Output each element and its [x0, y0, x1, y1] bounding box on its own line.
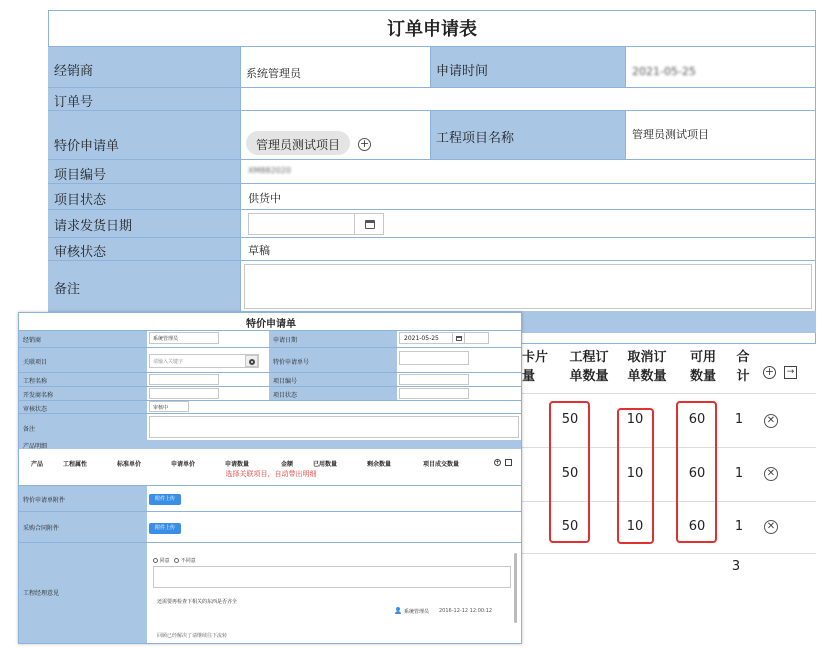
ov-label-remark: 备注 — [23, 426, 36, 433]
header-line: 数量 — [689, 369, 716, 384]
avail-qty-cell: 60 — [688, 412, 706, 427]
product-header: 金额 — [281, 461, 294, 468]
ov-audit-status-input[interactable] — [149, 401, 189, 412]
page-title: 订单申请表 — [387, 19, 477, 40]
row-divider — [48, 110, 816, 111]
label-project-code: 项目编号 — [54, 168, 107, 183]
ov-label-manager-opinion: 工程经理意见 — [23, 590, 60, 597]
opinion-textarea[interactable] — [153, 566, 511, 588]
ov-apply-date-input[interactable] — [399, 332, 489, 344]
disagree-label: 不同意 — [180, 558, 196, 564]
table-header-order-qty — [564, 348, 614, 386]
product-header: 申请单价 — [171, 461, 196, 468]
table-divider — [520, 393, 816, 394]
opinion-radio-group — [153, 557, 196, 564]
calendar-icon — [456, 336, 462, 341]
ov-label-product-detail: 产品明细 — [23, 443, 48, 450]
ov-label-dealer: 经销商 — [23, 337, 42, 344]
row-divider — [48, 260, 816, 261]
project-name-value: 管理员测试项目 — [632, 128, 709, 141]
cancel-qty-cell: 10 — [626, 519, 644, 534]
header-line: 取消订 — [627, 350, 667, 365]
cancel-qty-cell: 10 — [626, 412, 644, 427]
col-divider — [625, 110, 626, 159]
opinion-time: 2016-12-12 12:00:12 — [439, 608, 493, 614]
row-divider — [48, 87, 816, 88]
col-divider — [430, 47, 431, 87]
order-qty-cell: 50 — [561, 412, 579, 427]
label-dealer: 经销商 — [54, 64, 94, 79]
product-header: 已用数量 — [313, 461, 338, 468]
opinion-comment: 还需要再检查下相关的东西是否齐全 — [157, 599, 238, 605]
header-line: 单数量 — [569, 369, 609, 384]
ov-project-name-input[interactable] — [149, 374, 219, 385]
ov-label-related-project: 关联项目 — [23, 359, 48, 366]
header-line: 工程订 — [569, 350, 609, 365]
import-icon[interactable]: → — [784, 366, 797, 379]
header-line: 合 — [736, 350, 750, 365]
cancel-qty-cell: 10 — [626, 466, 644, 481]
ov-import-icon[interactable] — [505, 459, 512, 466]
avail-qty-cell: 60 — [688, 519, 706, 534]
upload-contract-button[interactable]: 附件上传 — [149, 523, 181, 534]
ov-project-search-input[interactable] — [149, 354, 259, 368]
table-header-col-1 — [522, 348, 548, 386]
ov-developer-input[interactable] — [149, 388, 219, 399]
add-circle-icon[interactable]: + — [359, 137, 370, 150]
remove-row-icon[interactable]: ✕ — [764, 520, 778, 534]
calendar-button[interactable] — [354, 213, 384, 235]
opinion-next-comment: 回顾已经解决了请继续往下流转 — [157, 633, 228, 639]
col-divider — [240, 47, 241, 344]
project-status-value: 供货中 — [248, 192, 281, 205]
header-line: 可用 — [689, 350, 716, 365]
label-order-no: 订单号 — [54, 95, 94, 110]
dealer-value: 系统管理员 — [246, 67, 301, 80]
label-project-name: 工程项目名称 — [436, 131, 515, 146]
product-header: 申请数量 — [225, 461, 250, 468]
product-detail-band — [19, 440, 522, 449]
ov-label-project-code: 项目编号 — [273, 378, 298, 385]
label-ship-date: 请求发货日期 — [54, 219, 133, 234]
row-divider — [48, 237, 816, 238]
special-price-form — [18, 312, 522, 644]
ov-label-project-status: 项目状态 — [273, 392, 298, 399]
ov-label-project-name: 工程名称 — [23, 378, 48, 385]
header-line: 单数量 — [627, 369, 667, 384]
ov-add-row-icon[interactable]: + — [495, 459, 501, 466]
opinion-scrollbar[interactable] — [514, 553, 517, 623]
col-divider — [625, 47, 626, 87]
label-apply-time: 申请时间 — [436, 64, 489, 79]
product-header: 工程属性 — [63, 461, 88, 468]
remove-row-icon[interactable]: ✕ — [764, 467, 778, 481]
disagree-radio[interactable] — [174, 558, 179, 563]
product-header: 项目成交数量 — [423, 461, 460, 468]
total-cell: 1 — [734, 412, 744, 427]
add-row-icon[interactable]: + — [764, 365, 775, 378]
ov-label-audit-status: 审核状态 — [23, 406, 48, 413]
overlay-label-column-3 — [19, 485, 147, 644]
overlay-title: 特价申请单 — [246, 319, 296, 330]
agree-radio[interactable] — [153, 558, 158, 563]
order-qty-cell: 50 — [561, 466, 579, 481]
table-header-avail-qty — [680, 348, 726, 386]
product-header: 剩余数量 — [367, 461, 392, 468]
remark-textarea[interactable] — [244, 264, 812, 309]
product-header: 产品 — [31, 461, 44, 468]
header-line: 量 — [522, 369, 536, 384]
ov-label-special-order-no: 特价申请单号 — [273, 359, 310, 366]
ov-project-code-input[interactable] — [399, 374, 469, 385]
agree-label: 同意 — [159, 558, 170, 564]
opinion-user: 系统管理员 — [404, 609, 430, 615]
ov-label-attach-special: 特价申请单附件 — [23, 497, 66, 504]
row-divider — [48, 209, 816, 210]
product-header: 标准单价 — [117, 461, 142, 468]
project-code-value: XM882020 — [248, 166, 291, 175]
header-line: 卡片 — [522, 350, 549, 365]
ship-date-input[interactable] — [248, 213, 355, 235]
row-divider — [48, 159, 816, 160]
user-icon — [395, 607, 401, 614]
special-order-tag-label: 管理员测试项目 — [256, 138, 341, 152]
order-qty-cell: 50 — [561, 519, 579, 534]
table-header-total — [734, 348, 752, 386]
col-divider — [430, 110, 431, 159]
ov-remark-textarea[interactable] — [149, 416, 519, 438]
total-cell: 1 — [734, 466, 744, 481]
ov-label-apply-date: 申请日期 — [273, 337, 298, 344]
sum-total: 3 — [731, 559, 741, 574]
remove-row-icon[interactable]: ✕ — [764, 414, 778, 428]
total-cell: 1 — [734, 519, 744, 534]
table-divider — [520, 553, 816, 554]
ov-audit-status-value: 审核中 — [153, 405, 169, 411]
ov-label-attach-contract: 采购合同附件 — [23, 525, 60, 532]
ov-label-developer: 开发商名称 — [23, 392, 54, 399]
label-remark: 备注 — [54, 282, 81, 297]
audit-status-value: 草稿 — [248, 244, 270, 257]
label-project-status: 项目状态 — [54, 193, 107, 208]
ov-project-status-input[interactable] — [399, 388, 469, 399]
row-divider — [48, 183, 816, 184]
product-hint: 选择关联项目，自动带出明细 — [225, 470, 317, 478]
upload-special-button[interactable]: 附件上传 — [149, 494, 181, 505]
ov-search-placeholder: 请输入关键字 — [153, 359, 184, 365]
ov-dealer-value: 系统管理员 — [153, 336, 179, 342]
apply-time-value: 2021-05-25 — [632, 65, 696, 78]
ov-search-button[interactable] — [245, 355, 258, 367]
header-line: 计 — [736, 369, 750, 384]
label-special-order: 特价申请单 — [54, 139, 120, 154]
ov-dealer-input[interactable] — [149, 332, 219, 344]
table-header-cancel-qty — [622, 348, 672, 386]
gear-icon — [249, 359, 255, 365]
calendar-icon — [365, 220, 375, 229]
ov-special-order-no-input[interactable] — [399, 351, 469, 365]
ov-apply-date-value: 2021-05-25 — [404, 335, 439, 342]
label-audit-status: 审核状态 — [54, 245, 107, 260]
avail-qty-cell: 60 — [688, 466, 706, 481]
ov-calendar-button[interactable] — [452, 332, 465, 344]
